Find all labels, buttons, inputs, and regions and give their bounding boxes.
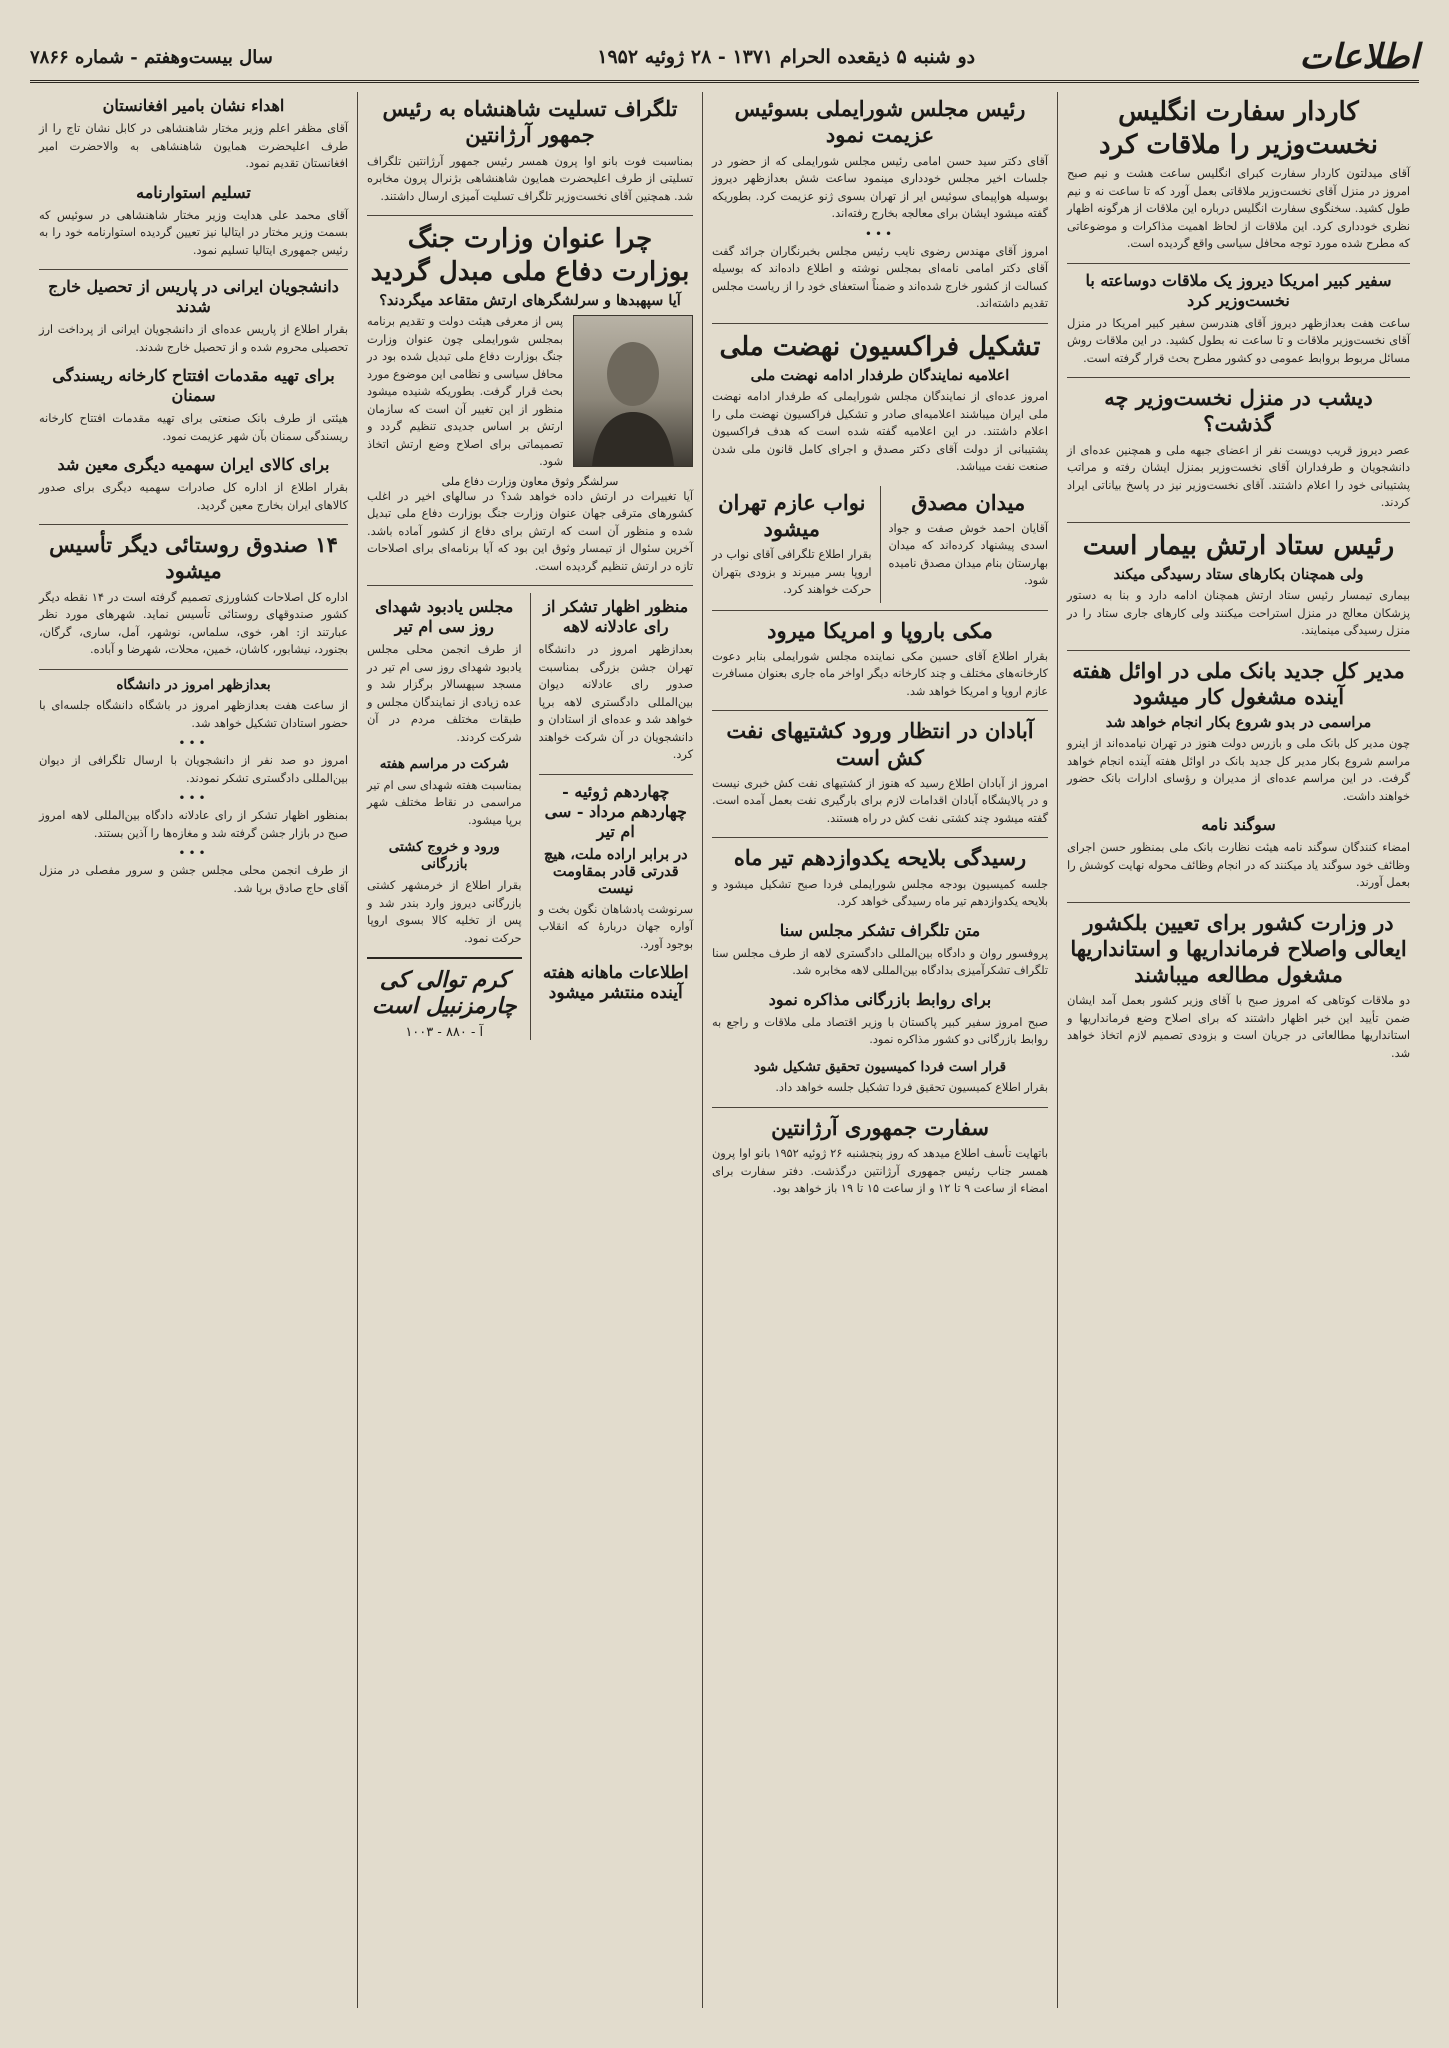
headline: برای کالای ایران سهمیه دیگری معین شد — [57, 455, 330, 474]
headline: مجلس یادبود شهدای روز سی ام تیر — [375, 597, 514, 636]
article-body: امروز دو صد نفر از دانشجویان با ارسال تلگرافی از دیوان بین‌المللی دادگستری تشکر نمودند. — [39, 754, 348, 785]
dateline: دو شنبه ۵ ذیقعده الحرام ۱۳۷۱ - ۲۸ ژوئیه ۱۹۵۲ — [597, 46, 976, 68]
article-body: آقای مظفر اعلم وزیر مختار شاهنشاهی در کابل نشان تاج را از طرف اعلیحضرت همایون شاهنشاهی به والاحضرت امیر افغانستان تقدیم نمود. — [39, 122, 348, 170]
divider — [712, 837, 1048, 838]
article-body: بمناسبت هفته شهدای سی ام تیر مراسمی در نقاط مختلف شهر برپا میشود. — [367, 778, 522, 827]
headline: سوگند نامه — [1201, 815, 1276, 834]
article-july-fourteenth — [539, 782, 694, 954]
headline: دیشب در منزل نخست‌وزیر چه گذشت؟ — [1104, 385, 1373, 437]
divider — [1067, 902, 1410, 903]
divider — [712, 610, 1048, 611]
article-body: امروز عده‌ای از نمایندگان مجلس شورایملی که طرفدار ادامه نهضت ملی ایران میباشند اعلامیه‌ای صادر و تشکیل فراکسیون نهضت ملی را اعلام داشتند. در این اعلامیه گفته شده است که هدف فراکسیون پشتیبانی از دولت آقای دکتر مصدق و اجرای کامل قانون ملی شدن صنعت نفت میباشد. — [712, 390, 1048, 473]
article-body: سرنوشت پادشاهان نگون بخت و آواره جهان دربارهٔ که انقلاب بوجود آورد. — [538, 902, 693, 951]
article-body: بیماری تیمسار رئیس ستاد ارتش همچنان ادامه دارد و بنا به دستور پزشکان معالج در منزل استراحت میکنند ولی کارهای جاری ستاد را در منزل رسیدگی مینمایند. — [1067, 589, 1410, 637]
article-export-quota — [39, 455, 348, 514]
article-body: بقرار اطلاع از خرمشهر کشتی بازرگانی دیروز وارد بندر شد و پس از تخلیه کالا بسوی اروپا حرکت نمود. — [367, 879, 522, 945]
article-embassy-meeting — [1067, 96, 1410, 253]
article-body: بقرار اطلاع از پاریس عده‌ای از دانشجویان ایرانی از پرداخت ارز تحصیلی محروم شده و از تحصیل خارج شدند. — [39, 323, 348, 354]
headline: تشکیل فراکسیون نهضت ملی — [719, 331, 1041, 362]
column-4 — [30, 92, 357, 2008]
headline: رئیس مجلس شورایملی بسوئیس عزیمت نمود — [734, 96, 1026, 148]
divider — [367, 215, 693, 216]
headline: رسیدگی بلایحه یکدوازدهم تیر ماه — [733, 845, 1027, 871]
article-body: بعدازظهر امروز در دانشگاه تهران جشن بزرگی بمناسبت صدور رای عادلانه دیوان بین‌المللی دادگستری لاهه برپا خواهد شد و عده‌ای از استادان و دانشجویان در آن شرکت خواهند کرد. — [538, 643, 693, 761]
headline: مدیر کل جدید بانک ملی در اوائل هفته آینده مشغول کار میشود — [1072, 657, 1405, 709]
article-body: امروز از آبادان اطلاع رسید که هنوز از کشتیهای نفت کش خبری نیست و در پالایشگاه آبادان اقدامات لازم برای بارگیری نفت بعمل آمده است. گفته میشود چند کشتی نفت کش در راه هستند. — [712, 776, 1048, 825]
columns — [30, 92, 1419, 2008]
article-body: عصر دیروز قریب دویست نفر از اعضای جبهه ملی و همچنین عده‌ای از دانشجویان و طرفداران آقای نخست‌وزیر بمنزل ایشان رفته و مراتب پشتیبانی خود را اعلام داشتند. آقای نخست‌وزیر نیز در پاسخ بیاناتی ایراد کردند. — [1067, 443, 1410, 509]
divider — [712, 323, 1048, 324]
column-1 — [1057, 92, 1419, 2008]
headline: مکی باروپا و امریکا میرود — [767, 617, 993, 643]
headline: اهداء نشان بامیر افغانستان — [102, 96, 285, 115]
article-national-faction — [712, 331, 1048, 476]
article-body: بمنظور اظهار تشکر از رای عادلانه دادگاه بین‌المللی لاهه امروز صبح در بازار جشن گرفته شد و مغازه‌ها را آذین بستند. — [39, 809, 348, 840]
article-afghan-medal — [39, 96, 348, 173]
article-war-ministry — [367, 223, 693, 575]
separator-dots: ••• — [178, 846, 209, 861]
divider — [712, 710, 1048, 711]
article-pm-house — [1067, 385, 1410, 512]
article-majlis-speaker — [712, 96, 1048, 313]
article-navab — [712, 486, 881, 603]
divider — [1067, 263, 1410, 264]
article-body: امروز آقای مهندس رضوی نایب رئیس مجلس بخبرنگاران جرائد گفت آقای دکتر امامی نامه‌ای بمجلس نوشته و اطلاع داده‌اند که بوسیله کسالت از کشور خارج شده‌اند و ضمناً استعفای خود را از ریاست مجلس تقدیم داشته‌اند. — [712, 244, 1048, 310]
divider — [1067, 650, 1410, 651]
headline: سفارت جمهوری آرژانتین — [771, 1114, 989, 1140]
article-interior-ministry — [1067, 910, 1410, 1063]
article-senate-telegram — [712, 921, 1048, 980]
article-body: از طرف انجمن محلی مجلس جشن و سرور مفصلی در منزل آقای حاج صادق برپا شد. — [39, 864, 348, 895]
portrait-icon — [574, 316, 692, 466]
subheadline: مراسمی در بدو شروع بکار انجام خواهد شد — [1105, 714, 1372, 731]
divider — [539, 774, 694, 775]
headline: رئیس ستاد ارتش بیمار است — [1082, 530, 1395, 561]
article-inquiry-commission — [712, 1059, 1048, 1097]
subheadline: در برابر اراده ملت، هیچ قدرتی قادر بمقاومت نیست — [543, 845, 688, 897]
article-ship-arrival — [367, 839, 522, 947]
headline: نواب عازم تهران میشود — [718, 489, 866, 541]
article-trade-talks — [712, 990, 1048, 1049]
headline: برای تهیه مقدمات افتتاح کارخانه ریسندگی سمنان — [52, 366, 335, 405]
issue-number: سال بیست‌وهفتم - شماره ۷۸۶۶ — [30, 46, 273, 68]
article-body: آیا تغییرات در ارتش داده خواهد شد؟ در سالهای اخیر در اغلب کشورهای مترقی جهان عنوان وزارت جنگ بوزارت دفاع ملی تبدیل شده و منظور آن است که ارتش برای دفاع از کشور آماده باشد. آخرین سئوال از تیمسار وثوق این بود که آیا برنامه‌ای برای اصلاحات تازه در ارتش تنظیم گردیده است. — [367, 489, 693, 573]
headline: برای روابط بازرگانی مذاکره نمود — [768, 989, 992, 1009]
headline: قرار است فردا کمیسیون تحقیق تشکیل شود — [753, 1058, 1007, 1075]
article-oath — [1067, 815, 1410, 892]
article-bank-director — [1067, 658, 1410, 806]
divider — [1067, 522, 1410, 523]
headline: ورود و خروج کشتی بازرگانی — [388, 839, 500, 873]
article-body: هیئتی از طرف بانک صنعتی برای تهیه مقدمات افتتاح کارخانه ریسندگی سمنان بآن شهر عزیمت نمود. — [39, 412, 348, 443]
article-body: آقای دکتر سید حسن امامی رئیس مجلس شورایملی که از حضور در جلسات اخیر مجلس خودداری مینمود ساعت شش بعدازظهر دیروز بوسیله هواپیمای سوئیس ایر از تهران بسوی ژنو عزیمت کرد. بطوریکه گفته میشود ایشان برای معالجه بخارج رفته‌اند. — [712, 154, 1048, 220]
ad-number: آ - ۸۸۰ - ۱۰۰۳ — [405, 1025, 484, 1041]
article-body: آقای محمد علی هدایت وزیر مختار شاهنشاهی در سوئیس که بسمت وزیر مختار در ایتالیا نیز تعیین گردیده استوارنامه خود را به رئیس جمهوری ایتالیا تسلیم نمود. — [39, 208, 348, 257]
divider — [39, 524, 348, 525]
column-3 — [357, 92, 702, 2008]
divider — [39, 269, 348, 270]
article-semnan-factory — [39, 366, 348, 445]
article-body: بقرار اطلاع آقای حسین مکی نماینده مجلس شورایملی بنابر دعوت کارخانه‌های مختلف و چند کارخانه دیگر اواخر ماه جاری بعنوان مسافرت عازم اروپا و امریکا خواهد شد. — [712, 649, 1048, 698]
headline: منظور اظهار تشکر از رای عادلانه لاهه — [543, 597, 689, 636]
article-body: دو ملاقات کوتاهی که امروز صبح با آقای وزیر کشور بعمل آمد ایشان ضمن تأیید این خبر اظهار داشتند که برای اصلاح وضع فرمانداریها و استانداریها مطالعاتی در جریان است و بزودی تصمیم لازم اتخاذ خواهد شد. — [1067, 994, 1410, 1060]
headline: ۱۴ صندوق روستائی دیگر تأسیس میشود — [49, 532, 338, 584]
article-body: پروفسور روان و دادگاه بین‌المللی دادگستری لاهه از طرف مجلس سنا تلگراف تشکرآمیزی بدادگاه بین‌المللی لاهه مخابره شد. — [712, 946, 1048, 977]
article-body: اداره کل اصلاحات کشاورزی تصمیم گرفته است در ۱۴ نقطه دیگر کشور صندوقهای روستائی تأسیس نماید. شهرهای مورد نظر عبارتند از: اهر، خوی، سلماس، نوشهر، آمل، ساری، گرگان، بجنورد، نیشابور، کاشان، خمین، محلات، شهرضا و آباده. — [39, 590, 349, 656]
headline: تلگراف تسلیت شاهنشاه به رئیس جمهور آرژانتین — [382, 96, 678, 148]
article-body: امضاء کنندگان سوگند نامه هیئت نظارت بانک ملی بمنظور حسن اجرای وظائف خود سوگند یاد میکنند که در انجام وظائف محوله نهایت کوشش را بعمل آورند. — [1067, 841, 1410, 889]
article-abadan-tankers — [712, 718, 1048, 827]
divider — [1067, 377, 1410, 378]
subheadline: اعلامیه نمایندگان طرفدار ادامه نهضت ملی — [750, 367, 1010, 384]
article-makki-travel — [712, 618, 1048, 701]
article-credentials — [39, 183, 348, 260]
article-body: باتهایت تأسف اطلاع میدهد که روز پنجشنبه ۲۶ ژوئیه ۱۹۵۲ بانو اوا پرون همسر جناب رئیس جمهوری آرژانتین درگذشت. دفتر سفارت برای امضاء از ساعت ۹ تا ۱۲ و از ساعت ۱۵ تا ۱۹ باز خواهد بود. — [712, 1147, 1048, 1196]
article-body: آقای میدلتون کاردار سفارت کبرای انگلیس ساعت هشت و نیم صبح امروز در منزل آقای نخست‌وزیر ملاقاتی بعمل آورد که تا ساعت نه و نیم طول کشید. سخنگوی سفارت انگلیس درباره این ملاقات از هرگونه اظهار نظری خودداری کرد. این ملاقات از لحاظ اهمیت مذاکرات و موضوعاتی که مطرح شده مورد توجه محافل سیاسی واقع گردیده است. — [1067, 167, 1410, 250]
separator-dots: ••• — [864, 226, 896, 241]
article-us-ambassador — [1067, 271, 1410, 368]
article-body: از ساعت هفت بعدازظهر امروز در باشگاه دانشگاه جلسه‌ای با حضور استادان تشکیل خواهد شد. — [39, 699, 348, 730]
masthead — [30, 34, 1419, 83]
article-body: پس از معرفی هیئت دولت و تقدیم برنامه بمجلس شورایملی چون عنوان وزارت جنگ بوزارت دفاع ملی تبدیل شده بود در محافل سیاسی و نظامی این موضوع مورد بحث قرار گرفت. بطوریکه شنیده میشود منظور از این تغییر آن است که سازمان ارتش بر اساس جدیدی تنظیم گردد و تصمیماتی برای اصلاح وضع ارتش اتخاذ شود. — [367, 315, 563, 468]
article-body: صبح امروز سفیر کبیر پاکستان با وزیر اقتصاد ملی ملاقات و راجع به روابط بازرگانی دو کشور مذاکره نمود. — [712, 1015, 1048, 1046]
headline: در وزارت کشور برای تعیین بلکشور ایعالی واصلاح فرمانداریها و استانداریها مشغول مطالعه میباشند — [1070, 909, 1407, 987]
divider — [367, 585, 693, 586]
photo-caption: سرلشگر وثوق معاون وزارت دفاع ملی — [441, 474, 619, 488]
divider — [39, 669, 348, 670]
lower-split — [367, 593, 693, 1040]
headline: بعدازظهر امروز در دانشگاه — [116, 676, 271, 693]
article-body: چون مدیر کل بانک ملی و بازرس دولت هنوز در تهران نیامده‌اند از اینرو مراسم شروع بکار مدیر کل جدید بانک در اوائل هفته آینده انجام خواهد گرفت. در این مراسم عده‌ای از مدیران و رؤسای ادارات بانک حضور خواهند داشت. — [1067, 737, 1410, 803]
headline: چهاردهم ژوئیه - چهاردهم مرداد - سی ام تیر — [544, 781, 687, 841]
two-short-articles — [712, 486, 1048, 603]
article-body: بقرار اطلاع تلگرافی آقای نواب در اروپا بسر میبرند و بزودی بتهران حرکت خواهند کرد. — [712, 548, 872, 596]
headline: کاردار سفارت انگلیس نخست‌وزیر را ملاقات کرد — [1099, 97, 1378, 160]
article-body: از طرف انجمن محلی مجلس یادبود شهدای روز سی ام تیر در مسجد سپهسالار برگزار شد و عده زیادی از نمایندگان مجلس و طبقات مختلف مردم در آن شرکت کردند. — [367, 643, 522, 744]
article-week-ceremony — [367, 756, 522, 829]
newspaper-logo: اطلاعات — [1299, 37, 1419, 77]
divider — [712, 1107, 1048, 1108]
article-university — [39, 677, 348, 898]
article-body: بمناسبت فوت بانو اوا پرون همسر رئیس جمهور آرژانتین تلگراف تسلیتی از طرف اعلیحضرت همایون شاهنشاهی بژنرال پرون مخابره شد. همچنین آقای نخست‌وزیر تلگراف تسلیت آمیزی ارسال داشتند. — [367, 154, 693, 203]
headline: میدان مصدق — [911, 489, 1026, 515]
article-mosaddegh-square — [889, 486, 1049, 603]
lower-left-block — [367, 593, 531, 1040]
article-army-chief — [1067, 530, 1410, 640]
article-budget-bill — [712, 845, 1048, 910]
headline: دانشجویان ایرانی در پاریس از تحصیل خارج شدند — [48, 277, 339, 316]
headline: آبادان در انتظار ورود کشتیهای نفت کش است — [726, 718, 1034, 770]
portrait-photo — [573, 315, 693, 467]
monthly-announcement: اطلاعات ماهانه هفته آینده منتشر میشود — [542, 963, 689, 1003]
headline: سفیر کبیر امریکا دیروز یک ملاقات دوساعته با نخست‌وزیر کرد — [1085, 270, 1392, 310]
article-condolence-telegram — [367, 96, 693, 205]
subheadline: آیا سپهبدها و سرلشگرهای ارتش متقاعد میگردند؟ — [379, 292, 681, 309]
column-2 — [702, 92, 1057, 2008]
article-memorial — [367, 597, 522, 746]
lower-right-block — [539, 593, 694, 1040]
article-paris-students — [39, 277, 348, 356]
advertisement: کرم توالی کی چارمزنبیل است — [367, 957, 522, 1019]
article-body: بقرار اطلاع از اداره کل صادرات سهمیه دیگری برای صدور کالاهای ایران بخارج معین گردید. — [39, 481, 348, 512]
subheadline: ولی همچنان بکارهای ستاد رسیدگی میکند — [1113, 566, 1364, 583]
article-body: بقرار اطلاع کمیسیون تحقیق فردا تشکیل جلسه خواهد داد. — [775, 1081, 1048, 1095]
article-rural-funds — [39, 532, 348, 659]
article-argentina-embassy — [712, 1115, 1048, 1198]
article-body: ساعت هفت بعدازظهر دیروز آقای هندرسن سفیر کبیر امریکا در منزل آقای نخست‌وزیر ملاقات و تا ساعت نه بطول کشید. در این ملاقات روش مسائل مربوط بروابط عمومی دو کشور مطرح بحث قرار گرفته است. — [1067, 316, 1410, 365]
article-body: جلسه کمیسیون بودجه مجلس شورایملی فردا صبح تشکیل میشود و بلایحه یکدوازدهم تیر ماه رسیدگی خواهد کرد. — [712, 877, 1048, 908]
article-body: آقایان احمد خوش صفت و جواد اسدی پیشنهاد کرده‌اند که میدان بهارستان بنام میدان مصدق نامیده شود. — [888, 521, 1048, 588]
headline: تسلیم استوارنامه — [136, 182, 251, 202]
separator-dots: ••• — [178, 791, 209, 806]
headline: متن تلگراف تشکر مجلس سنا — [779, 920, 981, 940]
headline: شرکت در مراسم هفته — [379, 756, 509, 772]
headline: چرا عنوان وزارت جنگ بوزارت دفاع ملی مبدل گردید — [370, 224, 690, 287]
separator-dots: ••• — [178, 736, 209, 751]
article-hague-thanks — [539, 597, 694, 764]
